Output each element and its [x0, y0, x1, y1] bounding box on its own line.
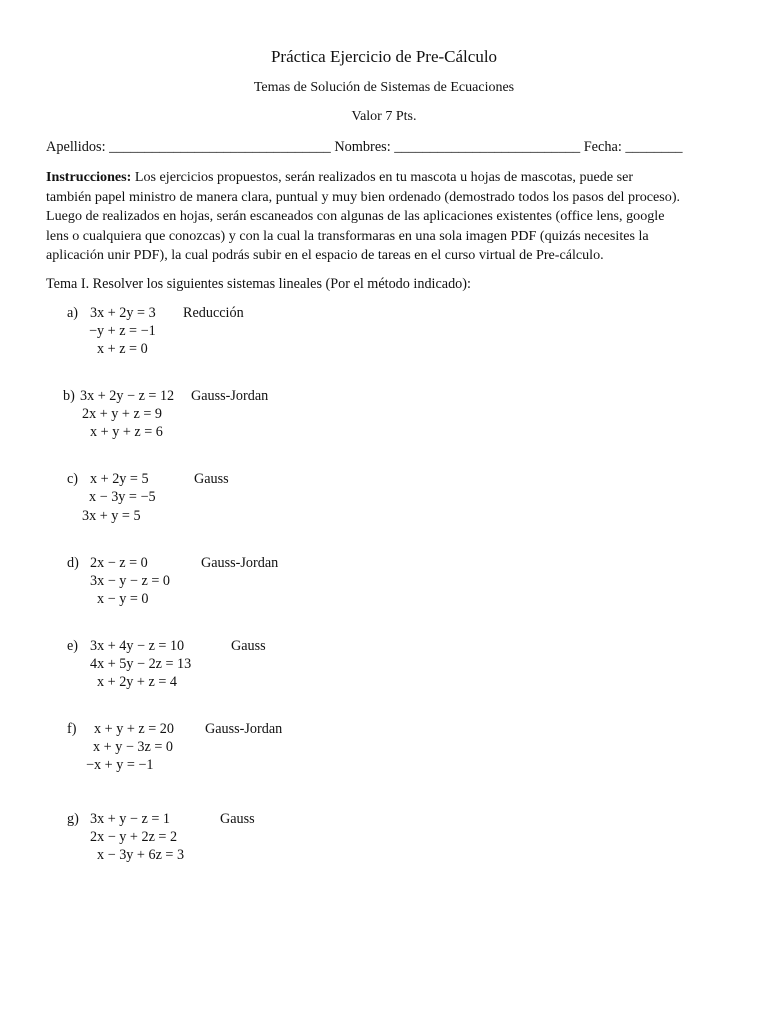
instructions-line: lens o cualquiera que conozcas) y con la cual la transformaras en una sola imagen PDF (quizás necesites la	[46, 227, 649, 244]
equation-3: −x + y = −1	[86, 757, 154, 773]
exercise-letter: a)	[67, 305, 79, 321]
instructions-line: Luego de realizados en hojas, serán escaneados con algunas de las aplicaciones existentes (office lens, google	[46, 208, 665, 225]
equation-1: 3x + 2y − z = 12	[80, 388, 175, 404]
equation-1: x + y + z = 20	[94, 721, 174, 737]
equation-3: 3x + y = 5	[82, 508, 141, 524]
exercise-method: Gauss-Jordan	[191, 388, 269, 404]
exercise-letter: e)	[67, 638, 79, 654]
exercise-letter: g)	[67, 811, 79, 827]
equation-1: 2x − z = 0	[90, 555, 148, 571]
equation-2: 2x + y + z = 9	[82, 406, 162, 422]
equation-1: 3x + 2y = 3	[90, 305, 156, 321]
equation-2: 2x − y + 2z = 2	[90, 829, 178, 845]
exercise-letter: c)	[67, 471, 79, 487]
equation-3: x − 3y + 6z = 3	[97, 847, 185, 863]
page-title: Práctica Ejercicio de Pre-Cálculo	[270, 47, 498, 66]
equation-1: 3x + y − z = 1	[90, 811, 170, 827]
equation-2: 3x − y − z = 0	[90, 573, 170, 589]
equation-2: −y + z = −1	[89, 323, 156, 339]
tema-heading: Tema I. Resolver los siguientes sistemas lineales (Por el método indicado):	[46, 276, 471, 292]
equation-3: x − y = 0	[97, 591, 149, 607]
equation-2: x + y − 3z = 0	[93, 739, 173, 755]
equation-3: x + z = 0	[97, 341, 148, 357]
instructions-line	[46, 168, 736, 188]
exercise-method: Reducción	[183, 305, 244, 321]
equation-2: 4x + 5y − 2z = 13	[90, 656, 192, 672]
exercise-letter: f)	[67, 721, 77, 737]
instructions-line: también papel ministro de manera clara, puntual y muy bien ordenado (demostrado todos los pasos del proceso).	[46, 188, 681, 205]
exercise-method: Gauss-Jordan	[201, 555, 279, 571]
exercise-method: Gauss	[220, 811, 255, 827]
exercise-method: Gauss	[194, 471, 229, 487]
equation-3: x + 2y + z = 4	[97, 674, 177, 690]
point-value: Valor 7 Pts.	[351, 109, 417, 124]
equation-3: x + y + z = 6	[90, 424, 163, 440]
instructions-paragraph	[46, 168, 736, 266]
exercise-method: Gauss	[231, 638, 266, 654]
exercise-letter: d)	[67, 555, 79, 571]
equation-1: x + 2y = 5	[90, 471, 149, 487]
instructions-line-text: Los ejercicios propuestos, serán realizados en tu mascota u hojas de mascotas, puede ser	[131, 169, 634, 185]
exercise-method: Gauss-Jordan	[205, 721, 283, 737]
equation-1: 3x + 4y − z = 10	[90, 638, 185, 654]
instructions-line: aplicación unir PDF), la cual podrás subir en el espacio de tareas en el curso virtual de Pre-cálculo.	[46, 247, 604, 264]
page-subtitle: Temas de Solución de Sistemas de Ecuaciones	[253, 80, 515, 95]
instructions-label: Instrucciones:	[46, 169, 132, 185]
student-info-fields: Apellidos: _______________________________ Nombres: __________________________ Fecha: ________	[46, 139, 683, 155]
equation-2: x − 3y = −5	[89, 489, 156, 505]
exercise-letter: b)	[63, 388, 75, 404]
